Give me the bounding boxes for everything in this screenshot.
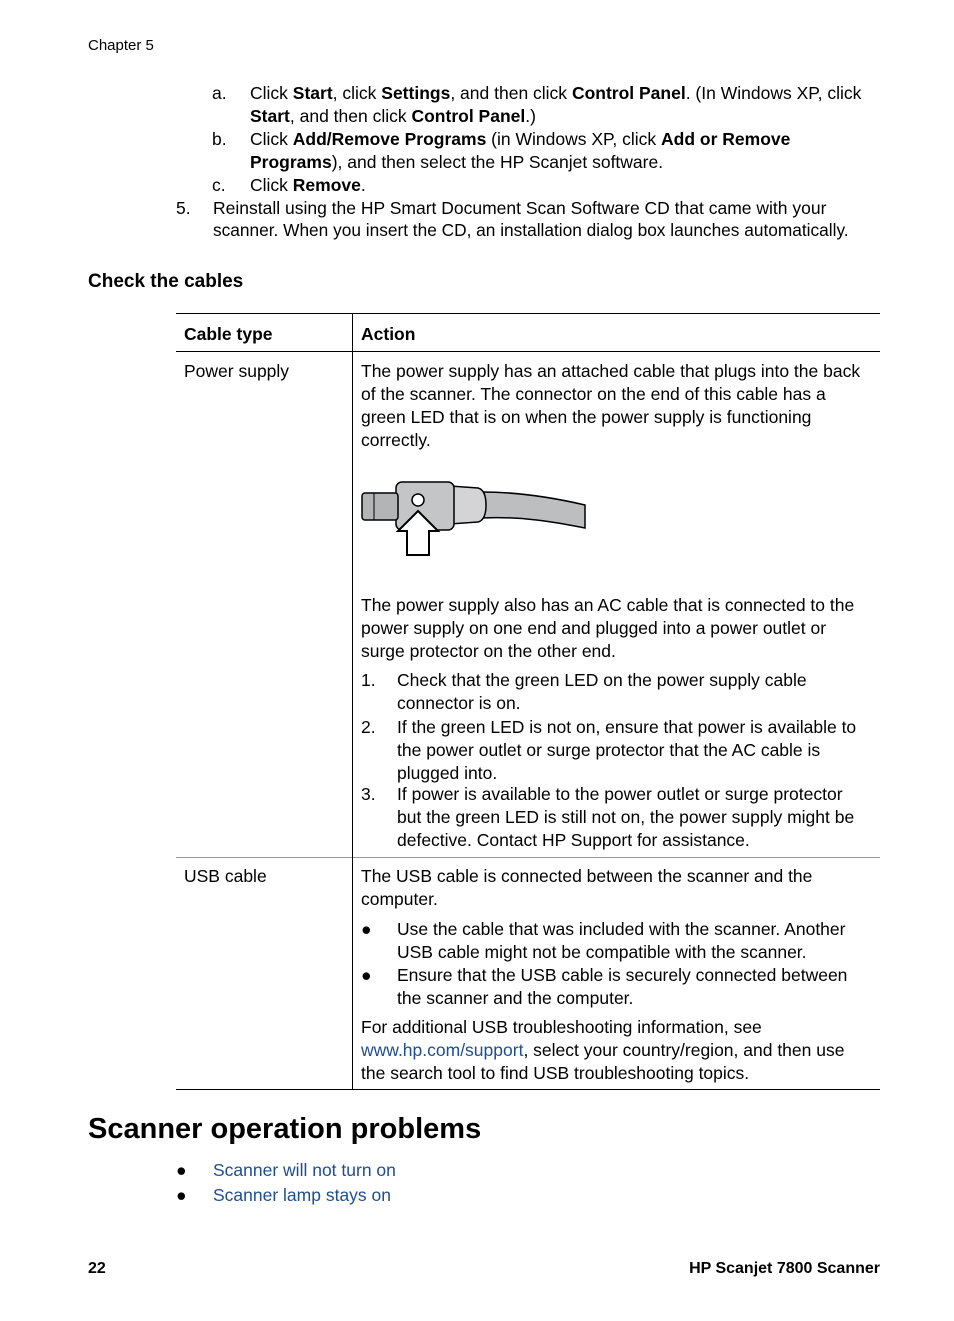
step-5-line2: scanner. When you insert the CD, an installation dialog box launches automatically. (213, 220, 849, 240)
bullet-marker-2: ● (176, 1185, 187, 1205)
list-num-3: 3. (361, 784, 376, 804)
step-b-line1: Click Add/Remove Programs (in Windows XP, click Add or Remove (250, 129, 791, 149)
table-row-separator (176, 857, 880, 858)
cell-power-supply: Power supply (184, 361, 290, 381)
list-item-2: If the green LED is not on, ensure that power is available to the power outlet or surge protector that the AC cable is plugged into. (397, 717, 857, 783)
power-paragraph-1: The power supply has an attached cable that plugs into the back of the scanner. The connector on the end of this cable has a green LED that is on when the power supply is functioning correctly. (361, 361, 861, 450)
power-connector-illustration (360, 478, 588, 560)
step-a-line1: Click Start, click Settings, and then click Control Panel. (In Windows XP, click (250, 83, 862, 103)
usb-paragraph-1: The USB cable is connected between the scanner and the computer. (361, 866, 813, 909)
list-item-3: If power is available to the power outlet or surge protector but the green LED is still not on, the power supply might be defective. Contact HP Support for assistance. (397, 784, 855, 850)
usb-paragraph-2: For additional USB troubleshooting information, see www.hp.com/support, select your country/region, and then use the search tool to find USB troubleshooting topics. (361, 1017, 845, 1083)
scanner-operation-title: Scanner operation problems (88, 1113, 482, 1145)
table-column-separator (352, 313, 353, 1090)
step-a-line2: Start, and then click Control Panel.) (250, 106, 536, 126)
link-scanner-lamp-stays-on[interactable]: Scanner lamp stays on (213, 1185, 392, 1205)
page-number: 22 (88, 1260, 106, 1277)
section-heading: Check the cables (88, 271, 244, 292)
header-action: Action (361, 324, 416, 344)
step-5-label: 5. (176, 198, 191, 218)
list-item-1: Check that the green LED on the power supply cable connector is on. (397, 670, 807, 713)
step-c-label: c. (212, 175, 226, 195)
step-b-line2: Programs), and then select the HP Scanjet software. (250, 152, 664, 172)
power-paragraph-2: The power supply also has an AC cable that is connected to the power supply on one end and plugged into a power outlet or surge protector on the other end. (361, 595, 855, 661)
list-num-2: 2. (361, 717, 376, 737)
step-c-line1: Click Remove. (250, 175, 366, 195)
usb-bullet-2: Ensure that the USB cable is securely connected between the scanner and the computer. (397, 965, 848, 1008)
product-name: HP Scanjet 7800 Scanner (689, 1260, 880, 1277)
table-header-rule (176, 351, 880, 352)
usb-bullet-1-marker: ● (361, 919, 372, 939)
led-indicator (412, 494, 424, 506)
table-top-rule (176, 313, 880, 314)
usb-bullet-1: Use the cable that was included with the scanner. Another USB cable might not be compatible with the scanner. (397, 919, 846, 962)
step-a-label: a. (212, 83, 227, 103)
table-bottom-rule (176, 1089, 880, 1090)
bullet-marker-1: ● (176, 1160, 187, 1180)
link-scanner-will-not-turn-on[interactable]: Scanner will not turn on (213, 1160, 396, 1180)
step-5-line1: Reinstall using the HP Smart Document Scan Software CD that came with your (213, 198, 827, 218)
chapter-label: Chapter 5 (88, 37, 154, 54)
hp-support-link[interactable]: www.hp.com/support (361, 1040, 524, 1060)
header-cable-type: Cable type (184, 324, 273, 344)
list-num-1: 1. (361, 670, 376, 690)
step-b-label: b. (212, 129, 227, 149)
usb-bullet-2-marker: ● (361, 965, 372, 985)
cell-usb-cable: USB cable (184, 866, 267, 886)
